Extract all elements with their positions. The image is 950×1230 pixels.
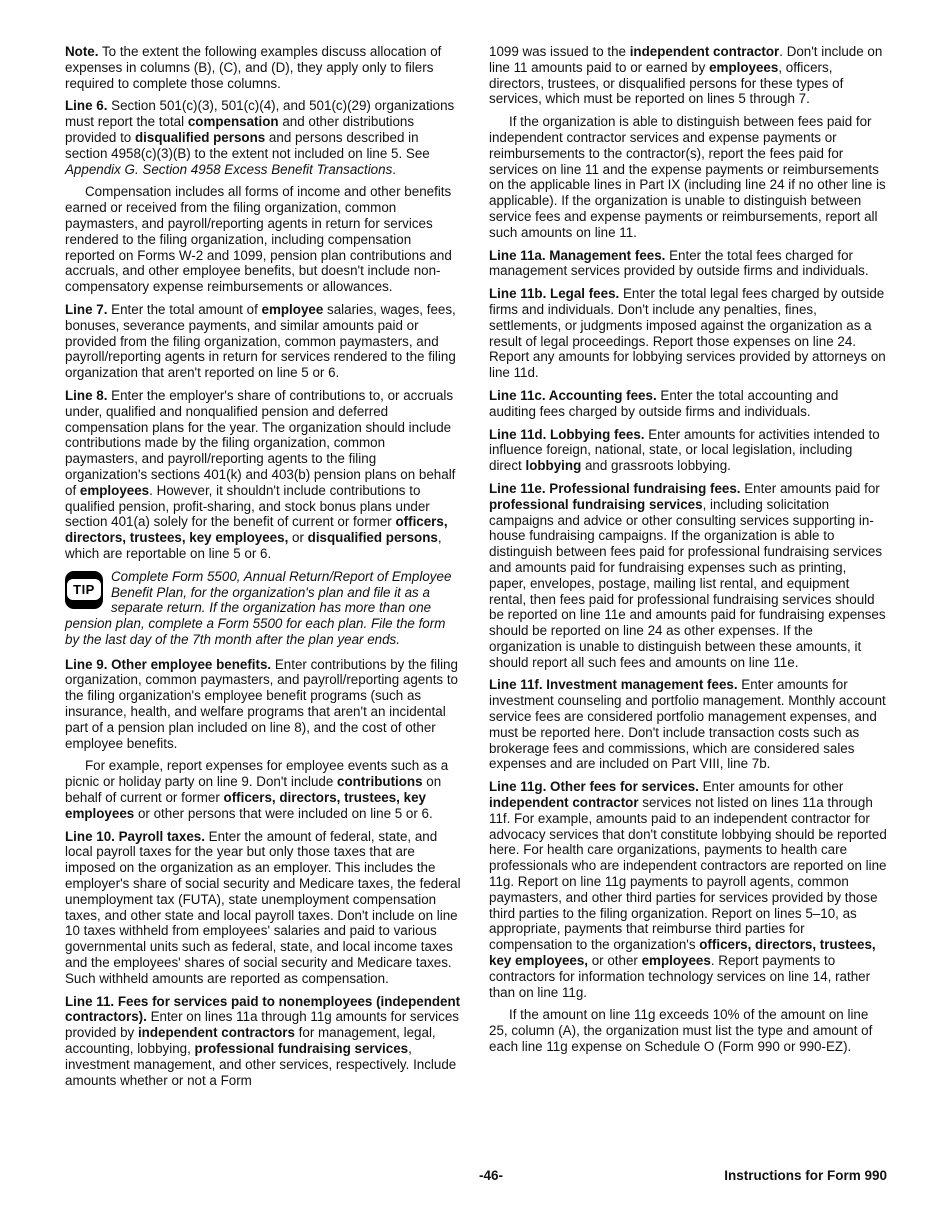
page-footer xyxy=(65,1168,887,1186)
distinguish-paragraph: If the organization is able to distinguish between fees paid for independent contractor services and expense payments or reimbursements to the contractor(s), report the fees paid for services on line 11 and the expense payments or reimbursements on the applicable lines in Part IX (including line 24 if no other line is applicable). If the organization is unable to distinguish between service fees and expense payments or reimbursements, report all such amounts on line 11. xyxy=(489,114,886,240)
line-6-paragraph: Line 6. Section 501(c)(3), 501(c)(4), and 501(c)(29) organizations must report the total compensation and other distributions provided to disqualified persons and persons described in section 4958(c)(3)(B) to the extent not included on line 5. See Appendix G. Section 4958 Excess Benefit Transactions. xyxy=(65,98,455,177)
line-11d-paragraph: Line 11d. Lobbying fees. Enter amounts for activities intended to influence foreign, national, state, or local legislation, including direct lobbying and grassroots lobbying. xyxy=(489,426,880,474)
exceeds-paragraph: If the amount on line 11g exceeds 10% of the amount on line 25, column (A), the organization must list the type and amount of each line 11g expense on Schedule O (Form 990 or 990-EZ). xyxy=(489,1007,873,1055)
tip-box xyxy=(65,569,461,648)
page-number: -46- xyxy=(478,1168,503,1183)
left-column xyxy=(65,44,461,1095)
line-11-paragraph: Line 11. Fees for services paid to nonemployees (independent contractors). Enter on lines 11a through 11g amounts for services provided by independent contractors for management, legal, accounting, lobbying, professional fundraising services, investment management, and other services, respectively. Include amounts whether or not a Form xyxy=(65,993,461,1088)
line-11c-paragraph: Line 11c. Accounting fees. Enter the total accounting and auditing fees charged by outside firms and individuals. xyxy=(489,387,839,419)
line-11-continued: 1099 was issued to the independent contractor. Don't include on line 11 amounts paid to or earned by employees, officers, directors, trustees, or disqualified persons for these types of services, which must be reported on lines 5 through 7. xyxy=(489,44,883,107)
line-7-paragraph: Line 7. Enter the total amount of employee salaries, wages, fees, bonuses, severance payments, and similar amounts paid or provided from the filing organization, common paymasters, and payroll/reporting agents in return for services rendered to the filing organization that aren't reported on line 5 or 6. xyxy=(65,301,456,381)
line-11b-paragraph: Line 11b. Legal fees. Enter the total legal fees charged by outside firms and individuals. Don't include any penalties, fines, settlements, or judgments imposed against the organization as a result of legal proceedings. Report those expenses on line 24. Report any amounts for lobbying services provided by attorneys on line 11d. xyxy=(489,286,886,381)
compensation-paragraph: Compensation includes all forms of income and other benefits earned or received from the filing organization, common paymasters, and payroll/reporting agents in return for services rendered to the filing organization, including compensation reported on Forms W-2 and 1099, pension plan contributions and accruals, and other employee benefits, but doesn't include non-compensatory expense reimbursements or allowances. xyxy=(65,184,452,295)
tip-text: Complete Form 5500, Annual Return/Report of Employee Benefit Plan, for the organization's plan and file it as a separate return. If the organization has more than one pension plan, complete a Form 5500 for each plan. File the form by the last day of the 7th month after the plan year ends. xyxy=(65,568,452,647)
line-11g-paragraph: Line 11g. Other fees for services. Enter amounts for other independent contractor services not listed on lines 11a through 11f. For example, amounts paid to an independent contractor for advocacy services that don't constitute lobbying should be reported here. For health care organizations, payments to health care professionals who are independent contractors are reported on line 11g. Report on line 11g payments to payroll agents, common paymasters, and other third parties for services provided by those third parties to the filing organization. Report on lines 5–10, as appropriate, payments that reimburse third parties for compensation to the organization's officers, directors, trustees, key employees, or other employees. Report payments to contractors for information technology services on line 14, rather than on line 11g. xyxy=(489,779,887,1000)
line-9-paragraph: Line 9. Other employee benefits. Enter contributions by the filing organization, common paymasters, and payroll/reporting agents to the filing organization's employee benefit programs (such as insurance, health, and welfare programs that aren't an incidental part of a pension plan included on line 8), and the cost of other employee benefits. xyxy=(65,656,459,751)
tip-icon: TIP xyxy=(65,571,103,609)
document-title: Instructions for Form 990 xyxy=(724,1168,887,1183)
line-11e-paragraph: Line 11e. Professional fundraising fees. Enter amounts paid for professional fundraising services, including solicitation campaigns and advice or other consulting services supporting in-house fundraising campaigns. If the organization is able to distinguish between fees paid for professional fundraising services and amounts paid for fundraising expenses such as printing, paper, envelopes, postage, mailing list rental, and equipment rental, then fees paid for professional fundraising services should be reported on line 11e and amounts paid for fundraising expenses should be reported on line 24 as other expenses. If the organization is unable to distinguish between these amounts, it should report all such fees and amounts on line 11e. xyxy=(489,480,886,670)
example-paragraph: For example, report expenses for employee events such as a picnic or holiday party on line 9. Don't include contributions on behalf of current or former officers, directors, trustees, key employees or other persons that were included on line 5 or 6. xyxy=(65,758,449,821)
right-column xyxy=(489,44,887,1062)
line-8-paragraph: Line 8. Enter the employer's share of contributions to, or accruals under, qualified and nonqualified pension and deferred compensation plans for the year. The organization should include contributions made by the filing organization, common paymasters, and payroll/reporting agents to the filing organization's sections 401(k) and 403(b) pension plans on behalf of employees. However, it shouldn't include contributions to qualified pension, profit-sharing, and stock bonus plans under section 401(a) solely for the benefit of current or former officers, directors, trustees, key employees, or disqualified persons, which are reportable on line 5 or 6. xyxy=(65,387,456,561)
line-11a-paragraph: Line 11a. Management fees. Enter the total fees charged for management services provided by outside firms and individuals. xyxy=(489,247,869,279)
line-11f-paragraph: Line 11f. Investment management fees. Enter amounts for investment counseling and portfolio management. Monthly account service fees are considered portfolio management expenses, and must be reported here. Don't include transaction costs such as brokerage fees and commissions, which are considered sales expenses and are included on Part VIII, line 7b. xyxy=(489,677,886,772)
note-paragraph: Note. To the extent the following examples discuss allocation of expenses in columns (B), (C), and (D), they apply only to filers required to complete those columns. xyxy=(65,44,442,91)
line-10-paragraph: Line 10. Payroll taxes. Enter the amount of federal, state, and local payroll taxes for the year but only those taxes that are imposed on the organization as an employer. This includes the employer's share of social security and Medicare taxes, the federal unemployment tax (FUTA), state unemployment compensation taxes, and other state and local payroll taxes. Don't include on line 10 taxes withheld from employees' salaries and paid to various governmental units such as federal, state, and local income taxes and the employees' shares of social security and Medicare taxes. Such withheld amounts are reported as compensation. xyxy=(65,828,461,986)
